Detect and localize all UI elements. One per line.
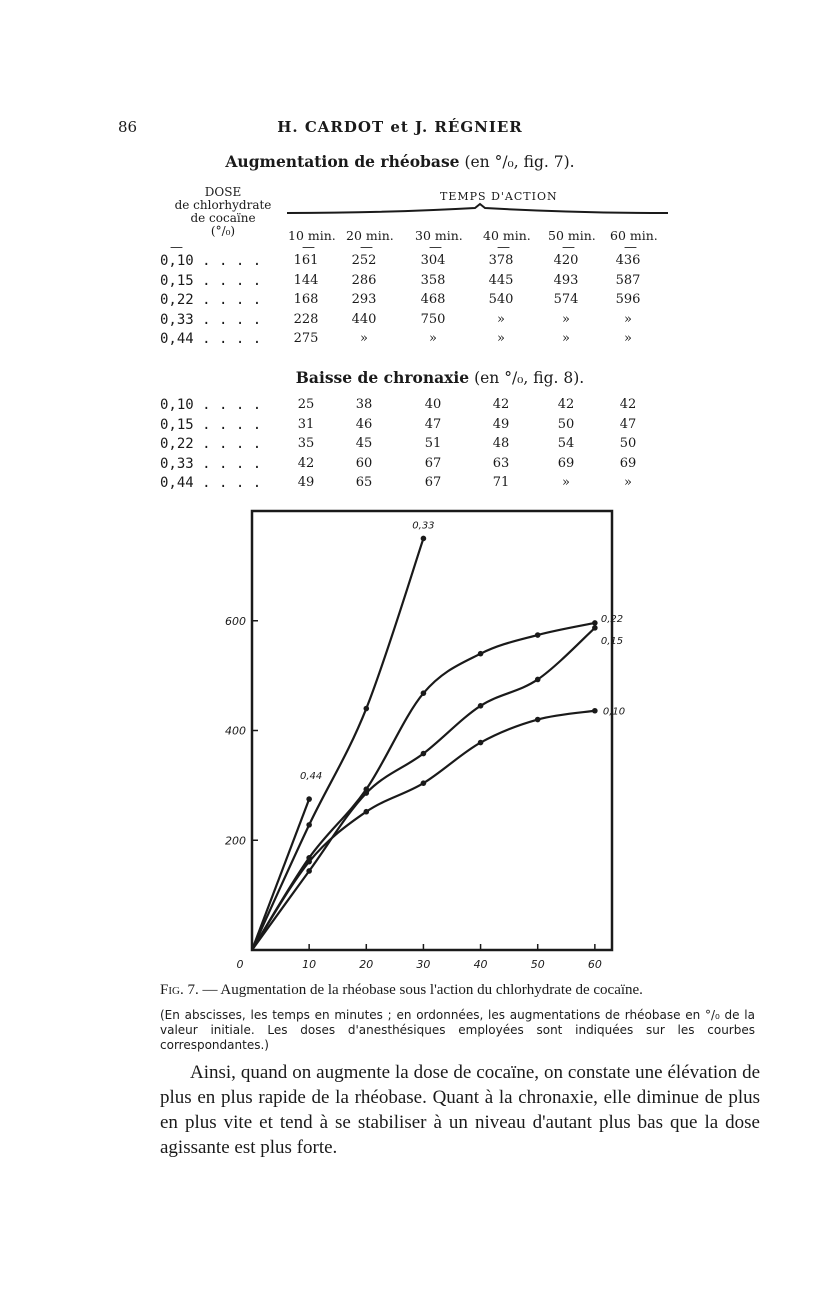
table-cell: 304: [420, 253, 446, 268]
column-header: 60 min.: [610, 228, 658, 243]
caption-text: — Augmentation de la rhéobase sous l'action du chlorhydrate de cocaïne.: [198, 982, 643, 998]
page-number: 86: [118, 118, 138, 136]
data-point: [363, 706, 369, 712]
data-point: [421, 536, 427, 542]
data-point: [306, 796, 312, 802]
series-label: 0,10: [602, 706, 626, 718]
table2-title-bold: Baisse de chronaxie: [295, 368, 470, 387]
table-cell: 42: [619, 397, 637, 412]
x-tick-label: 10: [302, 958, 317, 971]
table-cell: »: [497, 311, 505, 327]
table-cell: 420: [553, 253, 579, 268]
table-cell: 168: [293, 292, 319, 307]
table-cell: 48: [492, 436, 510, 451]
dose-label: 0,10 . . . .: [160, 397, 262, 413]
x-tick-label: 30: [416, 958, 431, 971]
dose-header-line: de chlorhydrate: [174, 198, 272, 212]
table-cell: 436: [615, 253, 641, 268]
dose-label: 0,15 . . . .: [160, 416, 262, 433]
time-header-brace: [285, 203, 670, 217]
column-header: 50 min.: [548, 228, 596, 243]
table-cell: 750: [420, 311, 446, 327]
table-cell: 161: [293, 253, 319, 268]
y-tick-label: 200: [225, 834, 246, 848]
table-cell: 42: [297, 455, 315, 471]
table-cell: »: [562, 475, 570, 490]
column-dash: —: [170, 240, 183, 255]
table-cell: 50: [557, 416, 575, 432]
data-point: [421, 751, 427, 757]
table-cell: »: [429, 331, 437, 346]
table-cell: 275: [293, 331, 319, 346]
data-point: [363, 809, 369, 815]
table-cell: 49: [492, 416, 510, 432]
column-header: 20 min.: [346, 228, 394, 243]
column-dash: —: [360, 240, 373, 255]
column-dash: —: [302, 240, 315, 255]
body-paragraph: [160, 1060, 760, 1160]
column-dash: —: [562, 240, 575, 255]
series-line: [252, 623, 595, 950]
table-cell: 54: [557, 436, 575, 451]
table-cell: 378: [488, 253, 514, 268]
data-point: [535, 677, 541, 683]
plot-frame: [252, 511, 612, 950]
table-cell: 67: [424, 475, 442, 490]
series-label: 0,44: [300, 771, 323, 783]
table-cell: 286: [351, 272, 377, 288]
figure-caption: [160, 982, 643, 999]
figure-7-chart: [225, 505, 630, 975]
series-line: [252, 538, 423, 950]
caption-note: (En abscisses, les temps en minutes ; en ordonnées, les augmentations de rhéobase en °/₀ de la valeur initiale. Les doses d'anesthésiques employées sont indiquées sur les courbes correspondantes.): [160, 1008, 755, 1052]
data-point: [478, 651, 484, 657]
table-cell: 65: [355, 475, 373, 490]
table-cell: 358: [420, 272, 446, 288]
time-header: TEMPS D'ACTION: [440, 190, 558, 203]
table-cell: 493: [553, 272, 579, 288]
data-point: [592, 708, 598, 714]
table2-title: [40, 368, 840, 387]
table-cell: 60: [355, 455, 373, 471]
table-cell: 144: [293, 272, 319, 288]
running-header: H. CARDOT et J. RÉGNIER: [277, 118, 523, 136]
table-cell: 252: [351, 253, 377, 268]
x-tick-label: 50: [530, 958, 545, 971]
column-header: 30 min.: [415, 228, 463, 243]
table-cell: 71: [492, 475, 510, 490]
column-dash: —: [624, 240, 637, 255]
table-cell: 49: [297, 475, 315, 490]
table-cell: 440: [351, 311, 377, 327]
data-point: [363, 786, 369, 792]
data-point: [306, 868, 312, 874]
table1-title-bold: Augmentation de rhéobase: [225, 152, 460, 171]
table-cell: 228: [293, 311, 319, 327]
table-cell: 25: [297, 397, 315, 412]
data-point: [592, 620, 598, 626]
dose-label: 0,10 . . . .: [160, 253, 262, 269]
table-cell: 540: [488, 292, 514, 307]
table-cell: 47: [424, 416, 442, 432]
column-header: 40 min.: [483, 228, 531, 243]
data-point: [478, 740, 484, 746]
series-label: 0,33: [412, 520, 435, 532]
table-cell: 293: [351, 292, 377, 307]
table-cell: »: [562, 331, 570, 346]
data-point: [535, 717, 541, 723]
y-tick-label: 400: [225, 724, 246, 738]
table1-title: [0, 152, 800, 171]
table-cell: 587: [615, 272, 641, 288]
table-cell: »: [624, 475, 632, 490]
table-cell: 42: [492, 397, 510, 412]
dose-header-line: DOSE: [204, 185, 242, 199]
table-cell: 69: [619, 455, 637, 471]
table-cell: 45: [355, 436, 373, 451]
table-cell: 69: [557, 455, 575, 471]
table-cell: »: [497, 331, 505, 346]
table-cell: »: [562, 311, 570, 327]
series-line: [252, 711, 595, 950]
table-cell: »: [624, 311, 632, 327]
table-cell: 50: [619, 436, 637, 451]
x-tick-label: 0: [236, 958, 244, 971]
series-line: [252, 628, 595, 950]
data-point: [592, 625, 598, 631]
dose-header-line: (°/₀): [210, 224, 236, 238]
dose-label: 0,22 . . . .: [160, 292, 262, 308]
data-point: [478, 703, 484, 709]
x-tick-label: 40: [473, 958, 488, 971]
dose-header: [158, 186, 288, 238]
series-label: 0,15: [600, 635, 624, 647]
table-cell: 596: [615, 292, 641, 307]
column-dash: —: [429, 240, 442, 255]
table-cell: 35: [297, 436, 315, 451]
table-cell: 574: [553, 292, 579, 307]
x-tick-label: 60: [587, 958, 602, 971]
table-cell: 42: [557, 397, 575, 412]
caption-label: Fig. 7.: [160, 982, 199, 998]
data-point: [306, 822, 312, 828]
table-cell: 51: [424, 436, 442, 451]
dose-label: 0,44 . . . .: [160, 331, 262, 347]
table-cell: 468: [420, 292, 446, 307]
dose-label: 0,22 . . . .: [160, 436, 262, 452]
table2-title-rest: (en °/₀, fig. 8).: [469, 369, 585, 387]
dose-label: 0,44 . . . .: [160, 475, 262, 491]
table-cell: 445: [488, 272, 514, 288]
table-cell: 31: [297, 416, 315, 432]
column-dash: —: [497, 240, 510, 255]
dose-header-line: de cocaïne: [190, 211, 256, 225]
x-tick-label: 20: [359, 958, 374, 971]
table-cell: 46: [355, 416, 373, 432]
table1-title-rest: (en °/₀, fig. 7).: [459, 153, 575, 171]
dose-label: 0,33 . . . .: [160, 311, 262, 328]
data-point: [421, 690, 427, 696]
column-header: 10 min.: [288, 228, 336, 243]
table-cell: 40: [424, 397, 442, 412]
series-label: 0,22: [600, 613, 624, 625]
data-point: [306, 855, 312, 861]
dose-label: 0,15 . . . .: [160, 272, 262, 289]
y-tick-label: 600: [225, 614, 246, 628]
table-cell: 63: [492, 455, 510, 471]
table-cell: 67: [424, 455, 442, 471]
body-text: Ainsi, quand on augmente la dose de cocaïne, on constate une élévation de plus en plus rapide de la rhéobase. Quant à la chronaxie, elle diminue de plus en plus vite et tend à se stabiliser à un niveau d'autant plus bas que la dose agissante est plus forte.: [160, 1062, 760, 1158]
table-cell: 38: [355, 397, 373, 412]
table-cell: 47: [619, 416, 637, 432]
table-cell: »: [624, 331, 632, 346]
data-point: [421, 780, 427, 786]
dose-label: 0,33 . . . .: [160, 455, 262, 472]
table-cell: »: [360, 331, 368, 346]
data-point: [535, 632, 541, 638]
